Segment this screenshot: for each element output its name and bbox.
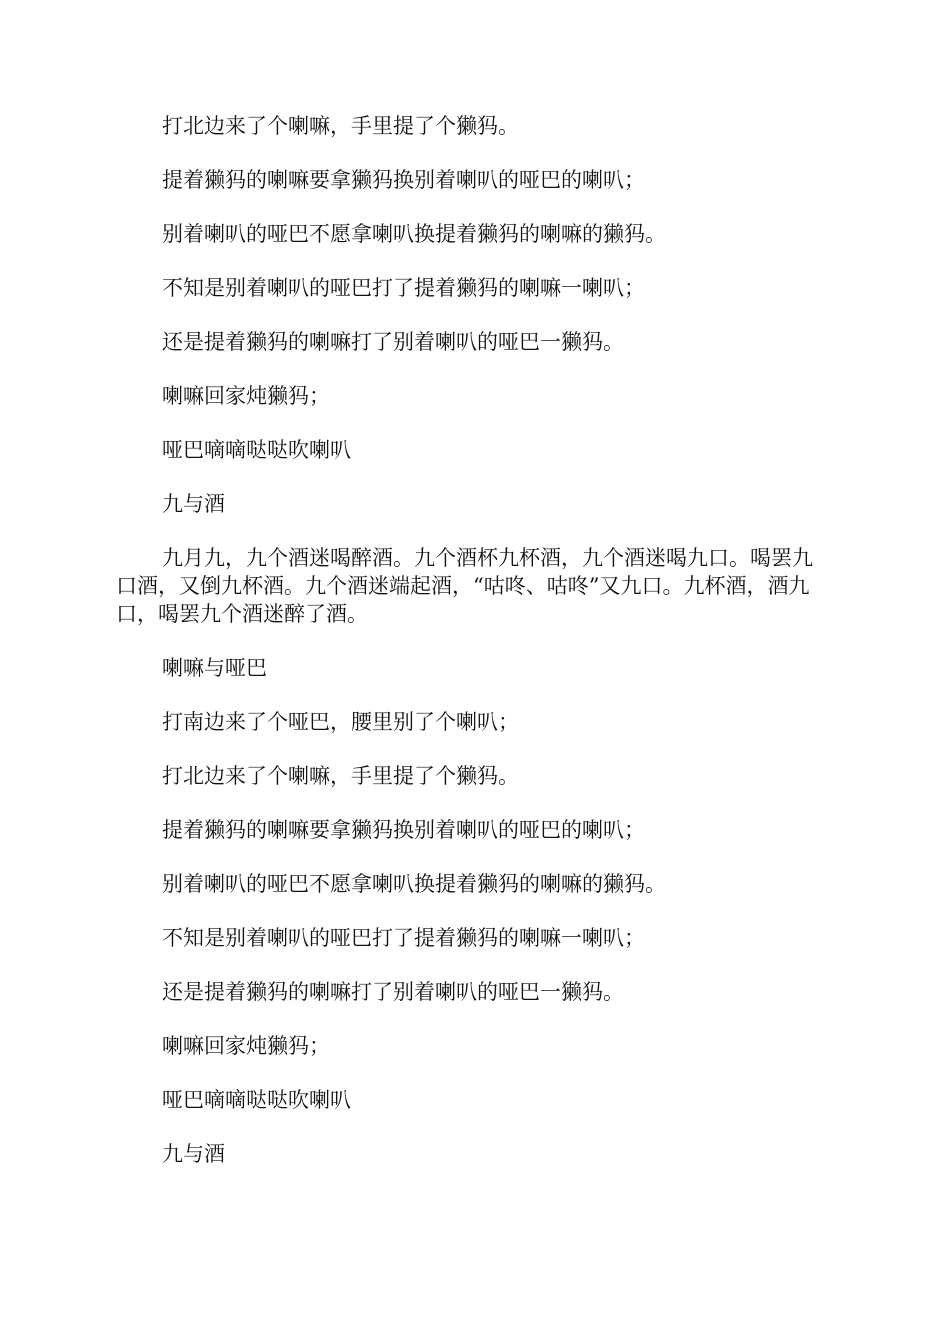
section-heading: 九与酒	[162, 492, 225, 516]
paragraph: 喇嘛回家炖獭犸；	[162, 384, 330, 408]
paragraph: 九月九，九个酒迷喝醉酒。九个酒杯九杯酒，九个酒迷喝九口。喝罢九口酒，又倒九杯酒。九个酒迷端起酒，“咕咚、咕咚”又九口。九杯酒，酒九口，喝罢九个酒迷醉了酒。	[116, 546, 813, 626]
paragraph: 打北边来了个喇嘛，手里提了个獭犸。	[162, 114, 519, 138]
paragraph: 别着喇叭的哑巴不愿拿喇叭换提着獭犸的喇嘛的獭犸。	[162, 222, 666, 246]
section-heading: 九与酒	[162, 1142, 225, 1166]
paragraph: 哑巴嘀嘀哒哒吹喇叭	[162, 1088, 351, 1112]
paragraph: 喇嘛回家炖獭犸；	[162, 1034, 330, 1058]
paragraph: 提着獭犸的喇嘛要拿獭犸换别着喇叭的哑巴的喇叭；	[162, 818, 645, 842]
paragraph: 打北边来了个喇嘛，手里提了个獭犸。	[162, 764, 519, 788]
paragraph: 提着獭犸的喇嘛要拿獭犸换别着喇叭的哑巴的喇叭；	[162, 168, 645, 192]
section-heading: 喇嘛与哑巴	[162, 656, 267, 680]
paragraph: 哑巴嘀嘀哒哒吹喇叭	[162, 438, 351, 462]
paragraph: 不知是别着喇叭的哑巴打了提着獭犸的喇嘛一喇叭；	[162, 276, 645, 300]
paragraph: 打南边来了个哑巴，腰里别了个喇叭；	[162, 710, 519, 734]
paragraph: 不知是别着喇叭的哑巴打了提着獭犸的喇嘛一喇叭；	[162, 926, 645, 950]
paragraph: 还是提着獭犸的喇嘛打了别着喇叭的哑巴一獭犸。	[162, 330, 624, 354]
paragraph: 还是提着獭犸的喇嘛打了别着喇叭的哑巴一獭犸。	[162, 980, 624, 1004]
document-body	[116, 112, 832, 1194]
paragraph: 别着喇叭的哑巴不愿拿喇叭换提着獭犸的喇嘛的獭犸。	[162, 872, 666, 896]
